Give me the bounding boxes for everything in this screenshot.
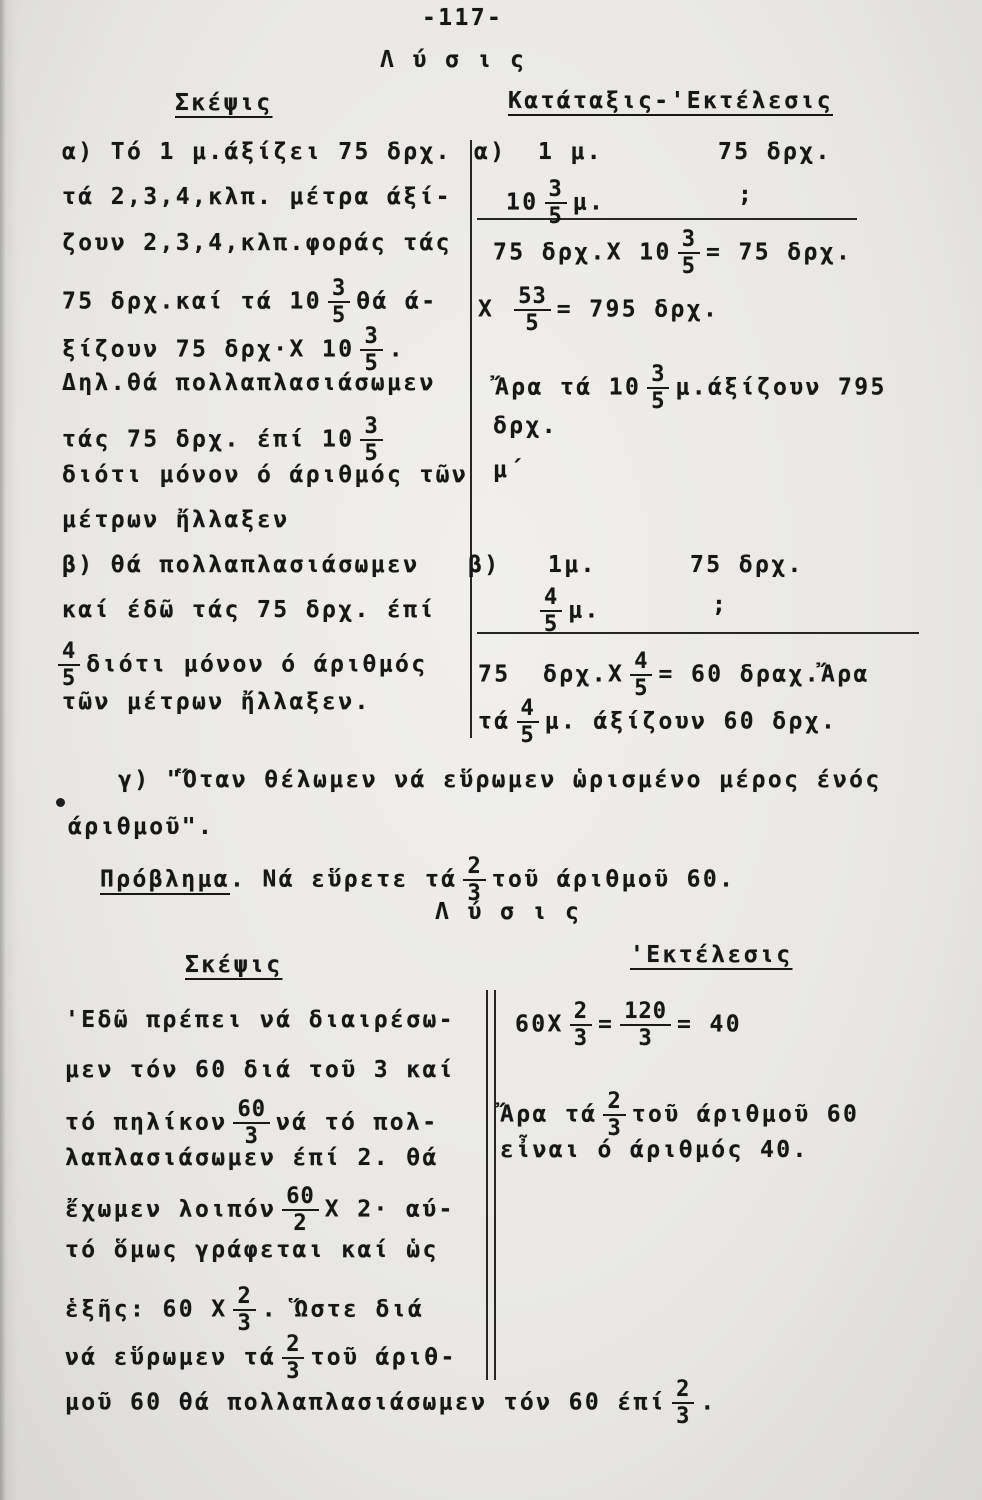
line-text: νά τό πολ- [275, 1109, 439, 1136]
thinking-line: μέτρων ἤλλαξεν [62, 507, 290, 533]
execution-line [506, 178, 605, 228]
problem-label: Πρόβλημα [100, 866, 230, 893]
case-label: β) [468, 552, 501, 578]
fraction-numerator: 2 [282, 1333, 304, 1359]
quantity: 1μ. [548, 552, 597, 578]
line-text: = 795 δρχ. [556, 296, 720, 323]
line-text: . [388, 336, 405, 363]
execution-line [478, 285, 719, 335]
fraction-numerator: 4 [540, 586, 562, 612]
thinking-line: α) Τό 1 μ.άξίζει 75 δρχ. [62, 139, 452, 165]
thinking-line: ζουν 2,3,4,κλπ.φοράς τάς [62, 230, 452, 256]
fraction-numerator: 3 [360, 415, 382, 441]
fraction-denominator: 5 [544, 612, 559, 637]
fraction-denominator: 5 [681, 254, 696, 279]
line-text: μ. [572, 189, 606, 216]
line-text: μ. [568, 597, 601, 624]
thinking-line [65, 1378, 717, 1428]
thinking-line [65, 1333, 457, 1383]
page-number: -117- [422, 5, 504, 31]
execution-line [478, 650, 870, 700]
problem-statement [100, 855, 735, 905]
line-text: = [598, 1011, 615, 1038]
fraction-denominator: 5 [364, 441, 379, 466]
line-text: μοῦ 60 θά πολλαπλασιάσωμεν τόν 60 έπί [65, 1389, 667, 1416]
fraction-numerator: 2 [570, 1000, 592, 1026]
line-text: = 40 [677, 1011, 742, 1038]
thinking-line: τό ὅμως γράφεται καί ὡς [65, 1237, 439, 1263]
fraction [545, 178, 567, 228]
line-text: θά ά- [356, 288, 438, 315]
fraction [282, 1185, 319, 1235]
line-text: 75 δρχ.Χ [478, 661, 625, 688]
fraction [517, 697, 539, 747]
execution-line [478, 697, 837, 747]
fraction-denominator: 5 [548, 204, 563, 229]
execution-line [500, 1090, 859, 1140]
fraction-numerator: 4 [58, 640, 80, 666]
line-text: τάς 75 δρχ. έπί 10 [62, 426, 355, 453]
execution-line: μ΄ [493, 457, 526, 483]
fraction [647, 363, 669, 413]
fraction [282, 1333, 304, 1383]
fraction [672, 1378, 694, 1428]
thinking-line: β) θά πολλαπλασιάσωμεν [62, 552, 420, 578]
line-text: Χ 2· αύ- [324, 1196, 455, 1223]
fraction-numerator: 4 [517, 697, 539, 723]
fraction-denominator: 3 [467, 881, 482, 906]
line-text: 60Χ [515, 1011, 564, 1038]
line-text: τοῦ άριθ- [310, 1344, 457, 1371]
line-text: . Ὥστε διά [261, 1296, 425, 1323]
fraction-numerator: 3 [360, 325, 382, 351]
fraction [328, 277, 350, 327]
thinking-line: 'Εδῶ πρέπει νά διαιρέσω- [65, 1007, 455, 1033]
fraction [233, 1285, 255, 1335]
price: 75 δρχ. [718, 139, 832, 165]
fraction-denominator: 5 [634, 676, 649, 701]
fraction-numerator: 2 [233, 1285, 255, 1311]
line-text: . [700, 1389, 717, 1416]
thinking-line: τά 2,3,4,κλπ. μέτρα άξί- [62, 184, 452, 210]
rule-line: άριθμοῦ". [68, 814, 215, 840]
execution-line [515, 1000, 742, 1050]
fraction [514, 285, 551, 335]
fraction-denominator: 5 [525, 311, 540, 336]
fraction-numerator: 3 [545, 178, 567, 204]
execution-heading: Κατάταξις-'Εκτέλεσις [508, 88, 833, 114]
case-label: α) [474, 139, 507, 165]
column-divider [470, 140, 472, 738]
price: 75 δρχ. [690, 552, 804, 578]
thinking-line [65, 1285, 424, 1335]
fraction [233, 1098, 270, 1148]
fraction-numerator: 53 [514, 285, 551, 311]
line-text: ξίζουν 75 δρχ·Χ 10 [62, 336, 355, 363]
fraction-denominator: 3 [638, 1026, 653, 1051]
rule-line: γ) "Ὅταν θέλωμεν νά εὕρωμεν ὡρισμένο μέρος ένός [118, 767, 882, 793]
solution-title: Λ ύ σ ι ς [380, 47, 527, 73]
line-text: Ἄρα τά 10 [495, 374, 642, 401]
fraction-numerator: 2 [463, 855, 485, 881]
fraction-denominator: 5 [651, 389, 666, 414]
fraction-numerator: 60 [233, 1098, 270, 1124]
line-text: 75 δρχ.Χ 10 [493, 239, 672, 266]
fraction-denominator: 3 [607, 1116, 622, 1141]
fraction-numerator: 4 [630, 650, 652, 676]
line-text: = 60 δραχ.Ἄρα [658, 661, 870, 688]
line-text: Ἄρα τά [500, 1101, 598, 1128]
thinking-line [52, 640, 427, 690]
unknown-mark: ; [712, 592, 729, 618]
fraction [570, 1000, 592, 1050]
fraction [630, 650, 652, 700]
line-text: 10 [506, 189, 539, 216]
thinking-line: Δηλ.θά πολλαπλασιάσωμεν [62, 370, 436, 396]
line-text: ἑξῆς: 60 Χ [65, 1296, 228, 1323]
fraction-numerator: 3 [678, 228, 700, 254]
execution-line [493, 228, 852, 278]
fraction [360, 415, 382, 465]
thinking-line: διότι μόνον ό άριθμός τῶν [62, 462, 469, 488]
fraction-numerator: 2 [672, 1378, 694, 1404]
fraction-denominator: 5 [331, 303, 347, 328]
fraction-denominator: 5 [364, 351, 379, 376]
thinking-line: καί έδῶ τάς 75 δρχ. έπί [62, 597, 436, 623]
execution-line: δρχ. [493, 413, 558, 439]
fraction-numerator: 2 [603, 1090, 625, 1116]
fraction-numerator: 3 [328, 277, 350, 303]
fraction [58, 640, 80, 690]
thinking-line [62, 277, 437, 327]
thinking-line [65, 1098, 438, 1148]
line-text: μ.άξίζουν 795 [675, 374, 887, 401]
thinking-heading: Σκέψις [175, 90, 273, 116]
line-text: διότι μόνον ό άριθμός [86, 651, 428, 678]
thinking-line [62, 415, 389, 465]
column-divider [494, 990, 496, 1380]
unknown-mark: ; [738, 182, 755, 208]
fraction [620, 1000, 671, 1050]
fraction-numerator: 3 [647, 363, 669, 389]
fraction-denominator: 5 [62, 666, 77, 691]
line-text: νά εὕρωμεν τά [65, 1344, 277, 1371]
line-text: . Νά εὕρετε τά [229, 866, 458, 893]
line-text: τοῦ άριθμοῦ 60 [631, 1101, 860, 1128]
execution-line [495, 363, 887, 413]
thinking-line: λαπλασιάσωμεν έπί 2. θά [65, 1145, 439, 1171]
thinking-line [65, 1185, 455, 1235]
solution-title: Λ ύ σ ι ς [435, 899, 582, 925]
execution-line [534, 586, 601, 636]
fraction [603, 1090, 625, 1140]
column-divider [486, 990, 488, 1380]
fraction-denominator: 5 [520, 723, 535, 748]
fraction [678, 228, 700, 278]
ink-dot [56, 798, 65, 807]
fraction-denominator: 3 [237, 1311, 252, 1336]
execution-line: εἶναι ό άριθμός 40. [500, 1137, 809, 1163]
thinking-heading: Σκέψις [185, 952, 283, 978]
execution-heading: 'Εκτέλεσις [630, 942, 793, 968]
fraction [540, 586, 562, 636]
fraction-numerator: 120 [620, 1000, 671, 1026]
fraction-numerator: 60 [282, 1185, 319, 1211]
fraction-denominator: 2 [293, 1211, 308, 1236]
line-text: Χ [478, 296, 495, 323]
line-text: τό πηλίκον [65, 1109, 228, 1136]
thinking-line: τῶν μέτρων ἤλλαξεν. [62, 689, 371, 715]
line-text: μ. άξίζουν 60 δρχ. [544, 708, 838, 735]
fraction-denominator: 3 [573, 1026, 588, 1051]
quantity: 1 μ. [538, 139, 603, 165]
line-text: 75 δρχ.καί τά 10 [62, 288, 322, 315]
line-text: ἔχωμεν λοιπόν [65, 1196, 277, 1223]
line-text: = 75 δρχ. [705, 239, 853, 266]
fraction-denominator: 3 [676, 1404, 691, 1429]
fraction-denominator: 3 [244, 1124, 259, 1149]
line-text: τοῦ άριθμοῦ 60. [491, 866, 736, 893]
thinking-line: μεν τόν 60 διά τοῦ 3 καί [65, 1057, 455, 1083]
fraction-denominator: 3 [286, 1359, 301, 1384]
line-text: τά [478, 708, 511, 735]
